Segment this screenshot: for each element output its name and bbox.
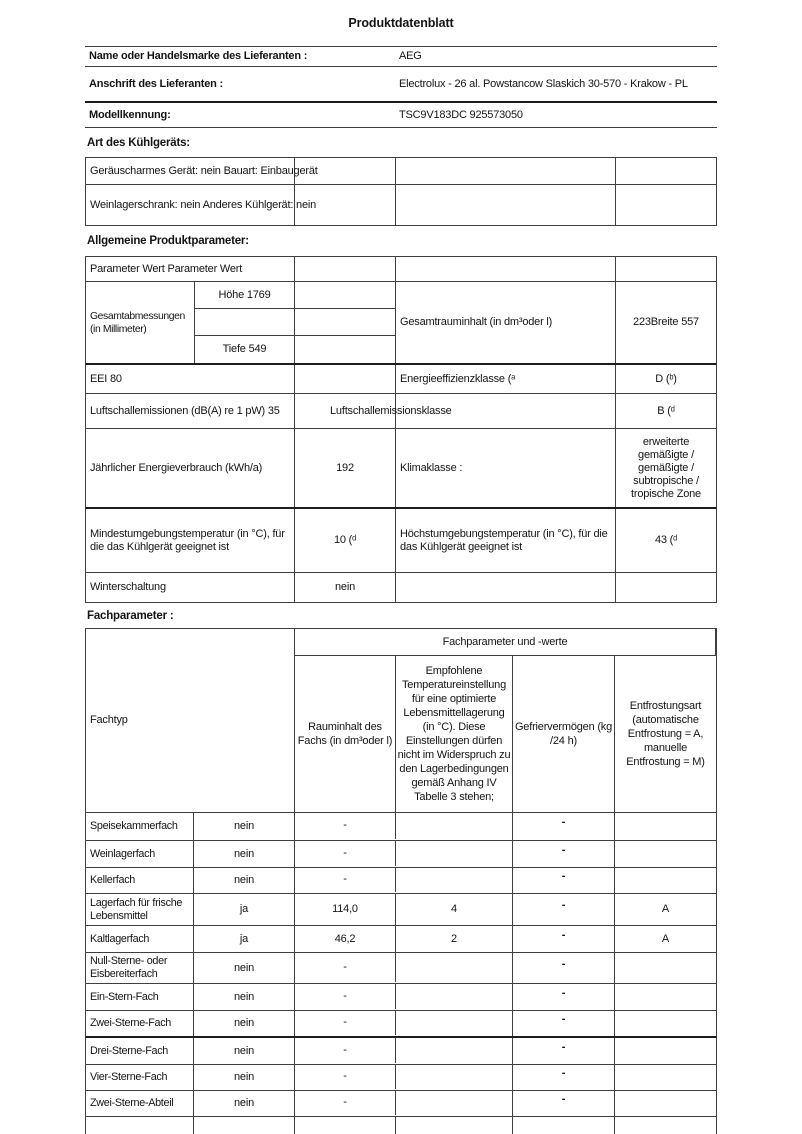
fach-row-partial [85, 1117, 717, 1134]
supplier-name-value: AEG [399, 50, 422, 62]
luftschallemissionen-cell: Luftschallemissionen (dB(A) re 1 pW) 35 [86, 394, 295, 428]
fach-volume: - [295, 1064, 396, 1089]
fach-temp: 2 [396, 926, 513, 952]
gesamtrauminhalt-value: 223Breite 557 [633, 316, 699, 328]
section-heading-fach: Fachparameter : [87, 609, 174, 622]
fach-volume: 46,2 [295, 926, 396, 952]
empty-cell [396, 573, 616, 602]
empty-cell [616, 158, 716, 184]
fach-defrost [615, 1038, 716, 1064]
eei-row [85, 365, 717, 394]
fach-freeze: - [513, 1065, 615, 1090]
mindesttemperatur-label: Mindestumgebungstemperatur (in °C), für die das Kühlgerät geeignet ist [86, 509, 295, 572]
fach-temp [396, 984, 513, 1010]
gesamtrauminhalt-label: Gesamtrauminhalt (in dm³oder l) [396, 282, 616, 363]
fach-name: Kaltlagerfach [86, 926, 194, 952]
section-heading-art: Art des Kühlgeräts: [87, 136, 190, 149]
fachtyp-header: Fachtyp [86, 629, 295, 812]
fach-name: Zwei-Sterne-Abteil [86, 1091, 194, 1116]
fach-freeze: - [513, 813, 615, 840]
fach-volume: - [295, 867, 396, 892]
document-body [85, 46, 717, 1134]
empty-cell [295, 257, 396, 281]
winterschaltung-value: nein [295, 573, 396, 602]
fach-volume: - [295, 952, 396, 982]
fach-defrost: A [661, 903, 670, 915]
fach-defrost [615, 984, 716, 1010]
fach-freeze: - [513, 953, 615, 983]
hoehe-cell: Höhe 1769 [195, 282, 295, 309]
fach-name: Ein-Stern-Fach [86, 984, 194, 1010]
klimaklasse-label: Klimaklasse : [396, 429, 616, 507]
entfrostungsart-header: Entfrostungsart (automatische Entfrostung = A, manuelle Entfrostung = M) [626, 700, 705, 768]
empty-cell [295, 185, 396, 225]
fach-name: Speisekammerfach [86, 813, 194, 840]
fach-defrost [615, 1091, 716, 1116]
empty-cell [396, 394, 616, 428]
luftschall-row [85, 394, 717, 429]
fach-volume: 114,0 [295, 894, 396, 925]
fach-freeze: - [513, 1091, 615, 1116]
dimensions-row [85, 282, 717, 365]
fach-row-kaltlagerfach [85, 926, 717, 953]
hoechsttemperatur-value: 43 (ᵈ [654, 534, 678, 546]
fach-volume: - [295, 1037, 396, 1063]
fach-defrost [615, 868, 716, 893]
fach-temp [396, 841, 513, 867]
model-id-label: Modellkennung: [89, 108, 171, 121]
fach-row-null-sterne [85, 953, 717, 984]
fach-temp [396, 1011, 513, 1036]
fach-name: Kellerfach [86, 868, 194, 893]
fach-present: ja [194, 894, 295, 925]
empty-cell [295, 336, 396, 363]
energieeffizienzklasse-label: Energieeffizienzklasse (ᵃ [396, 365, 616, 393]
fach-present: ja [194, 926, 295, 952]
eei-cell: EEI 80 [86, 365, 295, 393]
fach-present: nein [194, 813, 295, 840]
fach-freeze: - [513, 1011, 615, 1036]
fach-defrost [615, 1065, 716, 1090]
fach-volume: - [295, 1090, 396, 1115]
supplier-name-label: Name oder Handelsmarke des Lieferanten : [89, 50, 308, 62]
empty-cell [616, 573, 716, 602]
empty-cell [615, 1117, 716, 1134]
fach-row-zwei-sterne-abteil [85, 1091, 717, 1117]
fach-present: nein [194, 984, 295, 1010]
fach-freeze: - [513, 841, 615, 867]
empty-cell [86, 1117, 194, 1134]
temperatur-header: Empfohlene Temperatureinstellung für eine optimierte Lebensmittellagerung (in °C). Diese Einstellungen dürfen nicht im Widerspruch zu den Lagerbedingungen gemäß Anhang IV Tabelle 3 stehen; [396, 656, 513, 812]
gefriervermoegen-header: Gefriervermögen (kg /24 h) [513, 656, 615, 812]
empty-cell [295, 309, 396, 336]
winterschaltung-label: Winterschaltung [86, 573, 295, 602]
fach-row-lagerfach-frische [85, 894, 717, 926]
mindesttemperatur-value: 10 (ᵈ [295, 509, 396, 572]
fach-row-weinlagerfach [85, 841, 717, 868]
fach-temp [396, 813, 513, 840]
fach-present: nein [194, 1011, 295, 1036]
supplier-name-row [85, 47, 717, 67]
fach-volume: - [295, 840, 396, 866]
fach-temp [396, 868, 513, 893]
empty-cell [295, 365, 396, 393]
table-row [85, 185, 717, 226]
fach-present: nein [194, 1065, 295, 1090]
kuehlgeraet-table [85, 157, 717, 226]
geraeuscharm-bauart-cell: Geräuscharmes Gerät: nein Bauart: Einbaugerät [86, 158, 295, 184]
model-id-row [85, 103, 717, 128]
fach-temp [396, 1038, 513, 1064]
model-id-value: TSC9V183DC 925573050 [399, 108, 523, 121]
empty-cell [295, 1117, 396, 1134]
tiefe-cell: Tiefe 549 [195, 336, 295, 363]
fach-group-header: Fachparameter und -werte [295, 629, 716, 656]
page-title [0, 0, 802, 46]
allgemein-table [85, 256, 717, 603]
fach-volume: - [295, 1010, 396, 1035]
fach-row-drei-sterne-fach [85, 1038, 717, 1065]
fach-defrost [615, 953, 716, 983]
supplier-address-value: Electrolux - 26 al. Powstancow Slaskich 30-570 - Krakow - PL [399, 77, 688, 90]
fach-row-kellerfach [85, 868, 717, 894]
energieverbrauch-row [85, 429, 717, 509]
empty-cell [295, 282, 396, 309]
fach-defrost [615, 813, 716, 840]
fachparameter-table [85, 628, 717, 1134]
fach-temp: 4 [396, 894, 513, 925]
fach-name: Drei-Sterne-Fach [86, 1038, 194, 1064]
fach-name: Weinlagerfach [86, 841, 194, 867]
param-header-cell: Parameter Wert Parameter Wert [86, 257, 295, 281]
fach-present: nein [194, 953, 295, 983]
luftschallklasse-label: Luftschallemissionsklasse [295, 394, 396, 428]
breite-cell [195, 309, 295, 336]
fach-temp [396, 953, 513, 983]
fach-freeze: - [513, 926, 615, 952]
page-title-text: Produktdatenblatt [348, 16, 454, 30]
luftschallklasse-value: B (ᵈ [657, 404, 675, 417]
fach-name: Vier-Sterne-Fach [86, 1065, 194, 1090]
empty-cell [194, 1117, 295, 1134]
fach-present: nein [194, 1091, 295, 1116]
klimaklasse-value: erweiterte gemäßigte / gemäßigte / subtropische / tropische Zone [631, 435, 701, 500]
energieeffizienzklasse-value: D (ᵇ) [655, 372, 677, 385]
param-header-row [85, 257, 717, 282]
fach-defrost [615, 1011, 716, 1036]
fach-present: nein [194, 868, 295, 893]
fach-freeze: - [513, 984, 615, 1010]
fach-freeze: - [513, 1038, 615, 1064]
empty-cell [396, 1117, 513, 1134]
hoechsttemperatur-label: Höchstumgebungstemperatur (in °C), für die das Kühlgerät geeignet ist [396, 509, 616, 572]
energieverbrauch-label: Jährlicher Energieverbrauch (kWh/a) [86, 429, 295, 507]
fach-freeze: - [513, 868, 615, 893]
energieverbrauch-value: 192 [295, 429, 396, 507]
supplier-table [85, 46, 717, 128]
fach-freeze: - [513, 894, 615, 925]
fach-row-vier-sterne-fach [85, 1065, 717, 1091]
umgebungstemperatur-row [85, 509, 717, 573]
fach-row-speisekammerfach [85, 813, 717, 841]
fach-row-ein-stern [85, 984, 717, 1011]
fach-volume: - [295, 812, 396, 839]
empty-cell [396, 257, 616, 281]
empty-cell [396, 185, 616, 225]
fach-present: nein [194, 1038, 295, 1064]
fach-header [85, 629, 717, 813]
fach-defrost [615, 841, 716, 867]
fach-volume: - [295, 983, 396, 1009]
rauminhalt-header: Rauminhalt des Fachs (in dm³oder l) [295, 656, 396, 812]
fach-name: Zwei-Sterne-Fach [86, 1011, 194, 1036]
fach-defrost: A [661, 932, 670, 945]
weinlager-anderes-cell: Weinlagerschrank: nein Anderes Kühlgerät: nein [86, 185, 295, 225]
fach-temp [396, 1065, 513, 1090]
empty-cell [396, 158, 616, 184]
fach-name: Null-Sterne- oder Eisbereiterfach [86, 953, 194, 983]
empty-cell [295, 158, 396, 184]
fach-name: Lagerfach für frische Lebensmittel [86, 894, 194, 925]
table-row [85, 158, 717, 185]
supplier-address-label: Anschrift des Lieferanten : [89, 77, 223, 90]
fach-present: nein [194, 841, 295, 867]
fach-temp [396, 1091, 513, 1116]
section-heading-allgemein: Allgemeine Produktparameter: [87, 235, 249, 247]
empty-cell [616, 257, 716, 281]
empty-cell [513, 1117, 615, 1134]
supplier-address-row [85, 67, 717, 103]
winterschaltung-row [85, 573, 717, 603]
empty-cell [616, 185, 716, 225]
dimensions-label: Gesamtabmessungen (in Millimeter) [86, 282, 195, 363]
fach-row-zwei-sterne-fach [85, 1011, 717, 1038]
